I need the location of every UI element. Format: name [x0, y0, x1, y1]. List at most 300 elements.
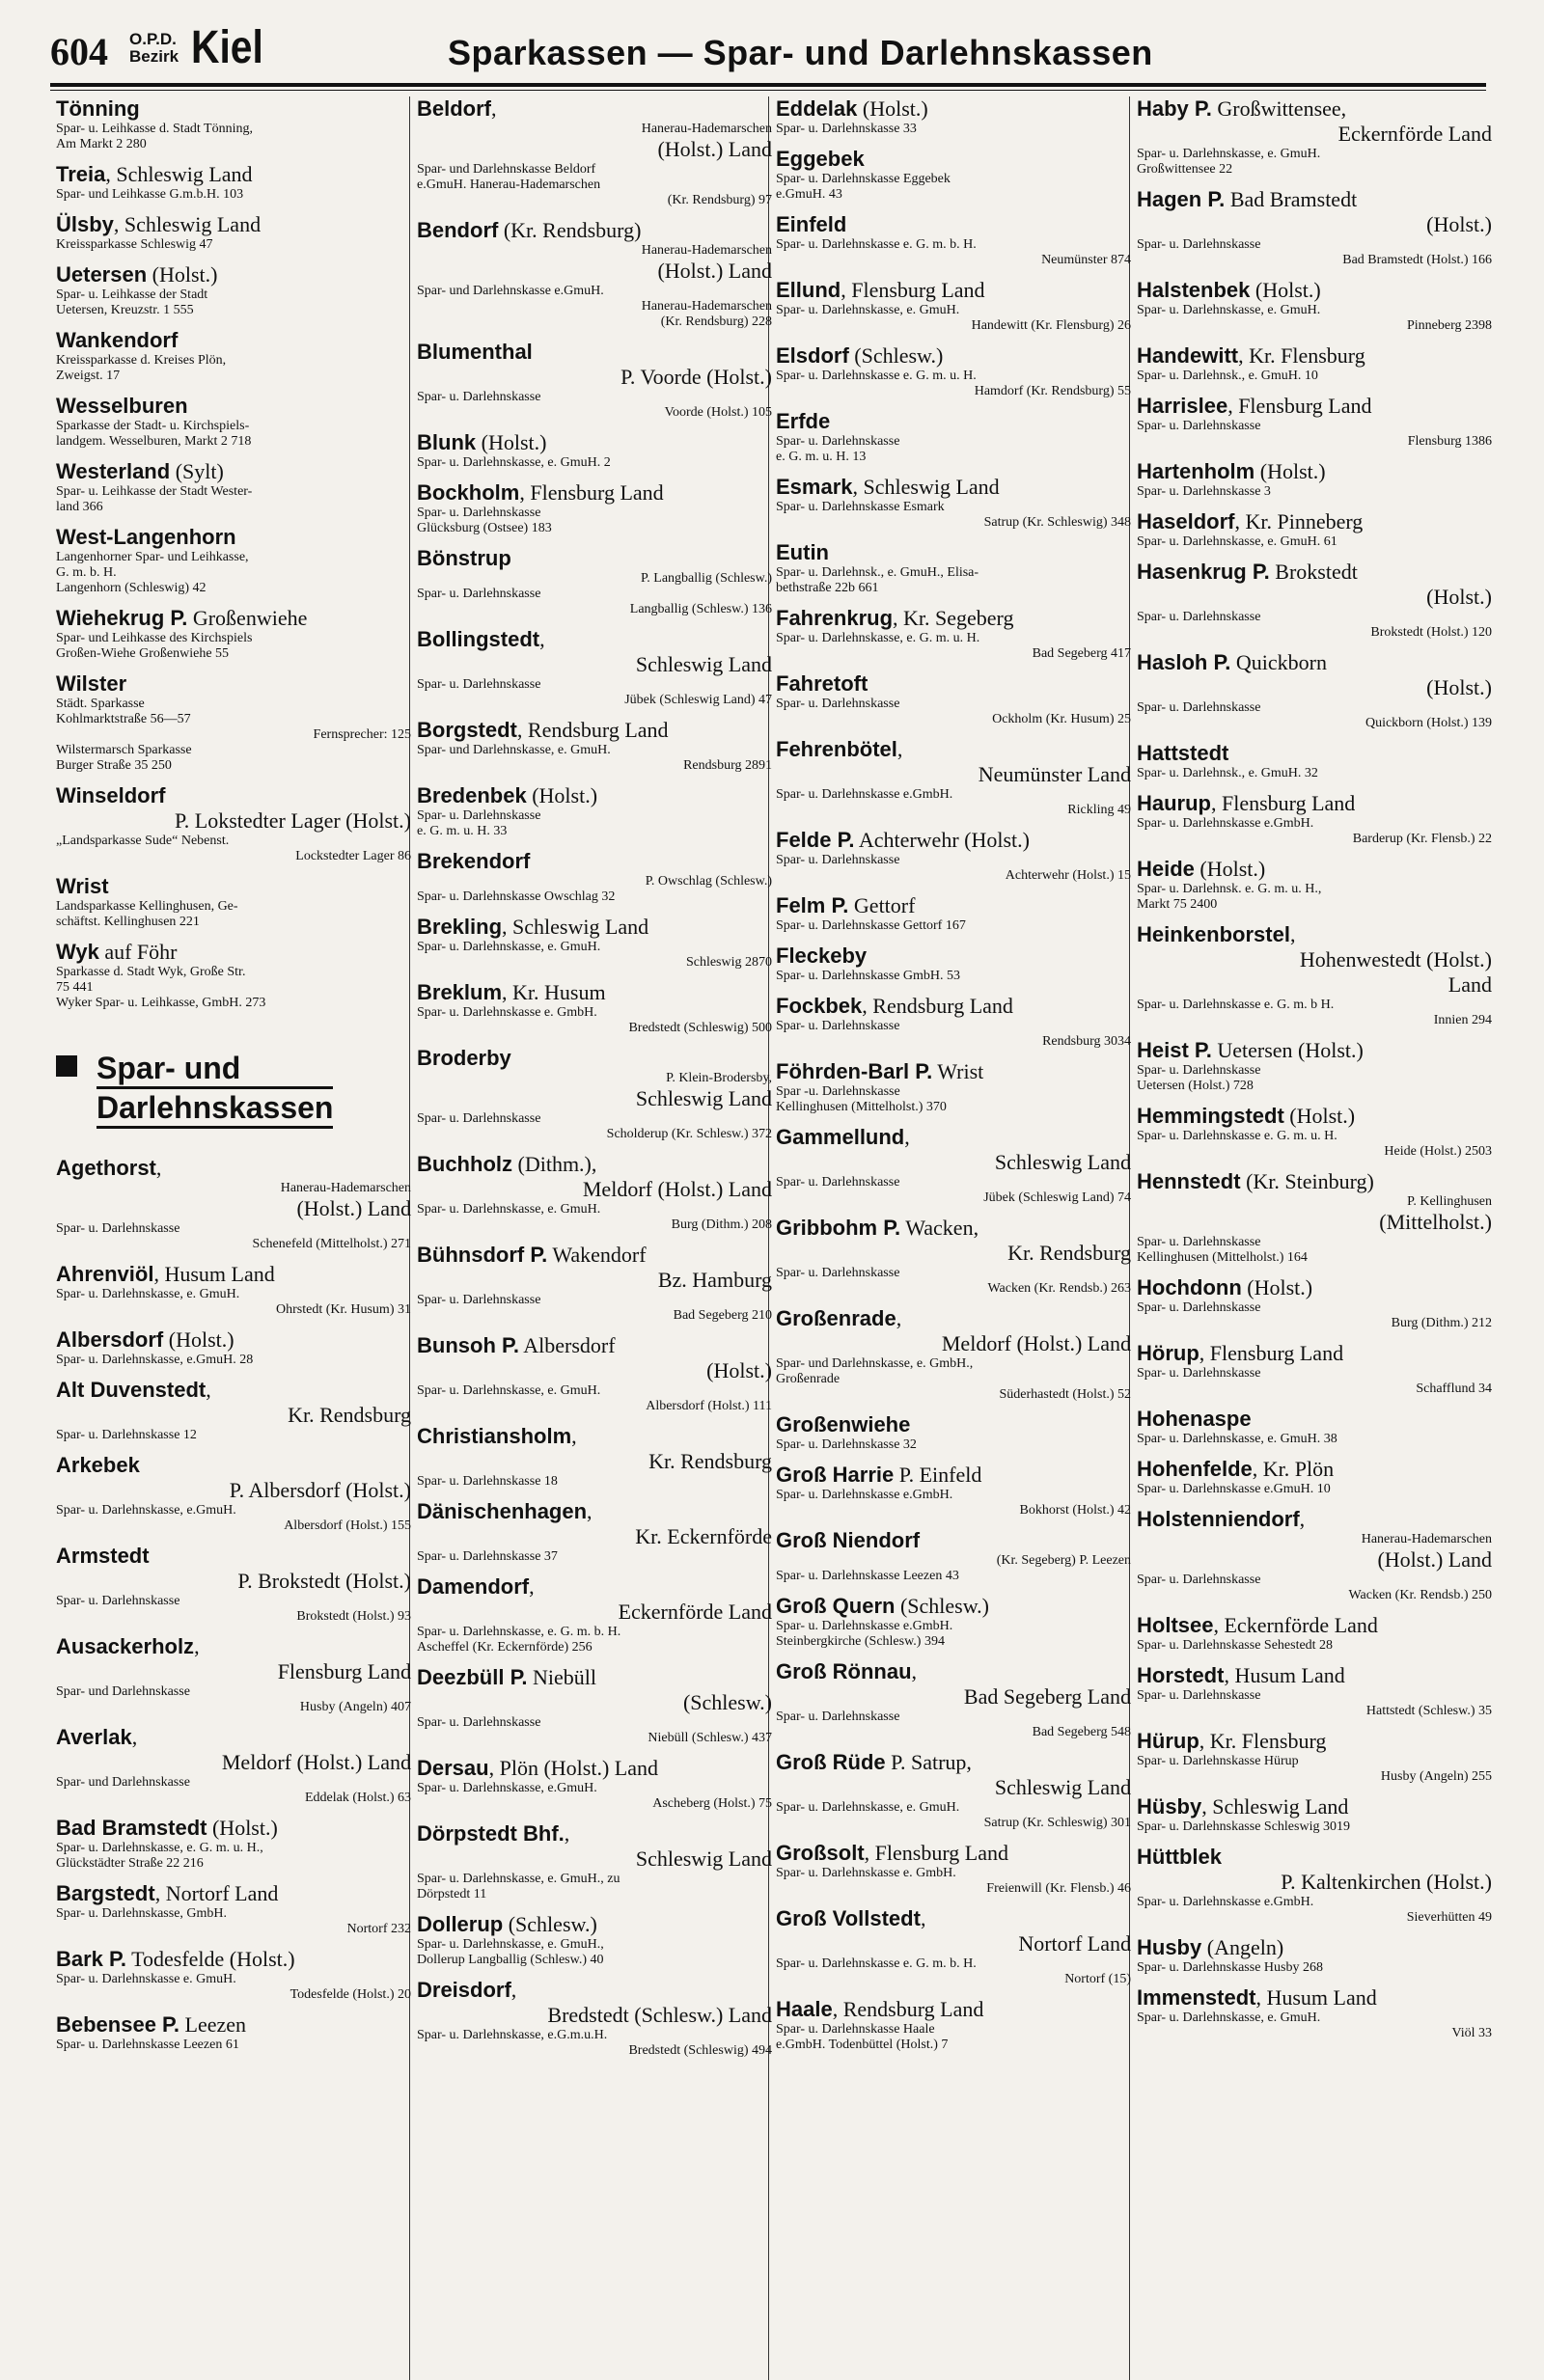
- directory-entry: [417, 430, 772, 471]
- entry-detail-line: Spar- u. Darlehnskasse e. G. m. u. H.: [1137, 1129, 1337, 1143]
- entry-detail-line: Innien 294: [1433, 1013, 1492, 1027]
- entry-place-name: Groß Harrie P. Einfeld: [776, 1463, 982, 1487]
- column-1-bottom-entries: [56, 1156, 411, 2053]
- entry-detail-line: Spar- u. Darlehnskasse 12: [56, 1428, 197, 1442]
- entry-detail-line: Spar- u. Darlehnskasse 3: [1137, 484, 1271, 499]
- entry-detail-line: Bad Segeberg 210: [673, 1308, 772, 1323]
- entry-detail-line: Kr. Rendsburg: [1007, 1241, 1131, 1265]
- entry-detail-line: Spar- u. Darlehnskasse Leezen 61: [56, 2038, 239, 2052]
- entry-detail-line: Spar- u. Darlehnskasse e. G. m. u. H.: [776, 369, 977, 383]
- entry-detail-line: (Kr. Rendsburg) 228: [660, 315, 772, 329]
- entry-detail-line: P. Kellinghusen: [1407, 1194, 1492, 1209]
- entry-place-name: Blumenthal: [417, 340, 533, 364]
- directory-entry: [56, 783, 411, 864]
- entry-detail-line: Spar- u. Darlehnskasse, e.G.m.u.H.: [417, 2028, 608, 2042]
- entry-detail-line: Spar- u. Darlehnskasse: [776, 853, 900, 867]
- entry-detail-line: Freienwill (Kr. Flensb.) 46: [986, 1881, 1131, 1896]
- entry-detail-line: (Holst.) Land: [296, 1196, 411, 1220]
- directory-entry: [776, 1841, 1131, 1897]
- entry-detail-line: Jübek (Schleswig Land) 74: [983, 1190, 1131, 1205]
- directory-entry: [56, 1816, 411, 1872]
- entry-place-name: Agethorst,: [56, 1156, 162, 1180]
- entry-detail-line: Spar- u. Darlehnskasse, e.GmuH.: [56, 1503, 236, 1518]
- entry-detail-line: Achterwehr (Holst.) 15: [1005, 868, 1131, 883]
- entry-detail-line: Spar- u. Darlehnskasse: [417, 506, 541, 520]
- directory-entry: [776, 1306, 1131, 1403]
- entry-place-name: Westerland (Sylt): [56, 459, 224, 483]
- entry-detail-line: Spar- u. Darlehnsk., e. GmuH. 10: [1137, 369, 1318, 383]
- entry-detail-line: Spar- u. Darlehnskasse, e. GmuH. 61: [1137, 534, 1337, 549]
- entry-detail-line: Satrup (Kr. Schleswig) 348: [983, 515, 1131, 530]
- entry-detail-line: Spar- u. Darlehnskasse e. G. m. b. H.: [776, 1956, 977, 1971]
- directory-entry: [1137, 1507, 1492, 1603]
- entry-detail-line: Spar- u. Darlehnskasse e.GmbH.: [776, 1619, 953, 1633]
- directory-entry: [776, 737, 1131, 818]
- entry-place-name: Dreisdorf,: [417, 1978, 517, 2002]
- entry-detail-line: Spar- u. Darlehnskasse: [417, 1715, 541, 1730]
- entry-detail-line: Spar- u. Darlehnskasse Hürup: [1137, 1754, 1299, 1768]
- entry-detail-line: Schleswig Land: [635, 1086, 772, 1110]
- entry-detail-line: Spar- u. Darlehnskasse: [1137, 1688, 1261, 1703]
- entry-place-name: Fleckeby: [776, 944, 868, 968]
- entry-detail-line: Meldorf (Holst.) Land: [221, 1750, 411, 1774]
- entry-detail-line: Dollerup Langballig (Schlesw.) 40: [417, 1953, 604, 1967]
- entry-detail-line: Spar- u. Darlehnskasse: [776, 434, 900, 449]
- directory-entry: [1137, 922, 1492, 1028]
- entry-detail-line: Spar- u. Darlehnskasse, e. GmuH.: [417, 940, 601, 954]
- entry-detail-line: Kohlmarktstraße 56—57: [56, 712, 191, 726]
- entry-detail-line: Am Markt 2 280: [56, 137, 147, 151]
- directory-entry: [1137, 857, 1492, 913]
- entry-detail-line: Spar- u. Leihkasse d. Stadt Tönning,: [56, 122, 253, 136]
- entry-place-name: Hohenfelde, Kr. Plön: [1137, 1457, 1335, 1481]
- entry-detail-line: Spar- und Darlehnskasse e.GmuH.: [417, 284, 604, 298]
- entry-place-name: Esmark, Schleswig Land: [776, 475, 1000, 499]
- entry-place-name: Albersdorf (Holst.): [56, 1327, 234, 1352]
- entry-place-name: Großsolt, Flensburg Land: [776, 1841, 1008, 1865]
- entry-place-name: Heide (Holst.): [1137, 857, 1266, 881]
- entry-place-name: Hasloh P. Quickborn: [1137, 650, 1328, 674]
- entry-detail-line: Spar- u. Darlehnskasse, e. GmuH. 38: [1137, 1432, 1337, 1446]
- entry-detail-line: Kreissparkasse Schleswig 47: [56, 237, 213, 252]
- opd-label: [129, 31, 179, 66]
- entry-place-name: Bargstedt, Nortorf Land: [56, 1881, 279, 1905]
- directory-entry: [776, 147, 1131, 203]
- entry-place-name: Bönstrup: [417, 546, 511, 570]
- entry-detail-line: e. G. m. u. H. 13: [776, 450, 867, 464]
- entry-place-name: Broderby: [417, 1046, 511, 1070]
- entry-detail-line: Spar- u. Darlehnskasse, e. G. m. b. H.: [417, 1625, 621, 1639]
- entry-detail-line: Rickling 49: [1067, 803, 1131, 817]
- entry-detail-line: Spar- u. Darlehnsk., e. GmuH., Elisa-: [776, 565, 979, 580]
- directory-entry: [417, 1756, 772, 1812]
- directory-entry: [56, 525, 411, 596]
- entry-detail-line: Spar- u. Darlehnsk., e. GmuH. 32: [1137, 766, 1318, 780]
- header-rule-thin: [50, 90, 1486, 91]
- entry-detail-line: Spar- u. Darlehnskasse e.GmuH. 10: [1137, 1482, 1331, 1496]
- entry-place-name: Ausackerholz,: [56, 1634, 200, 1658]
- entry-detail-line: landgem. Wesselburen, Markt 2 718: [56, 434, 252, 449]
- entry-detail-line: Handewitt (Kr. Flensburg) 26: [971, 318, 1131, 333]
- directory-entry: [417, 849, 772, 905]
- entry-detail-line: Hanerau-Hademarschen: [641, 122, 772, 136]
- entry-place-name: Christiansholm,: [417, 1424, 577, 1448]
- entry-detail-line: Fernsprecher: 125: [313, 727, 411, 742]
- directory-entry: [776, 1659, 1131, 1740]
- entry-place-name: Horstedt, Husum Land: [1137, 1663, 1345, 1687]
- directory-entry: [776, 944, 1131, 984]
- entry-place-name: Groß Rüde P. Satrup,: [776, 1750, 972, 1774]
- district-city: Kiel: [191, 22, 263, 73]
- directory-entry: [417, 1912, 772, 1968]
- directory-entry: [417, 718, 772, 774]
- entry-place-name: Föhrden-Barl P. Wrist: [776, 1059, 984, 1083]
- entry-detail-line: Spar- u. Darlehnskasse e. GmuH.: [56, 1972, 236, 1986]
- entry-detail-line: Spar- u. Darlehnskasse, e. GmuH., zu: [417, 1872, 620, 1886]
- directory-entry: [776, 828, 1131, 884]
- entry-place-name: Halstenbek (Holst.): [1137, 278, 1321, 302]
- entry-detail-line: Bredstedt (Schlesw.) Land: [547, 2003, 772, 2027]
- entry-detail-line: Glücksburg (Ostsee) 183: [417, 521, 552, 535]
- entry-place-name: Wrist: [56, 874, 109, 898]
- entry-detail-line: Spar- u. Darlehnskasse 37: [417, 1549, 558, 1564]
- entry-detail-line: G. m. b. H.: [56, 565, 117, 580]
- entry-place-name: Wankendorf: [56, 328, 179, 352]
- directory-entry: [56, 1156, 411, 1252]
- entry-detail-line: Spar- u. Darlehnskasse: [1137, 419, 1261, 433]
- entry-detail-line: Spar- und Darlehnskasse, e. GmbH.,: [776, 1356, 974, 1371]
- directory-entry: [417, 980, 772, 1036]
- entry-detail-line: Spar- u. Darlehnskasse e.GmbH.: [776, 787, 953, 802]
- entry-place-name: Holstenniendorf,: [1137, 1507, 1306, 1531]
- entry-detail-line: Spar- u. Darlehnskasse, e.GmuH. 28: [56, 1353, 254, 1367]
- directory-entry: [776, 671, 1131, 727]
- directory-entry: [1137, 1613, 1492, 1654]
- entry-detail-line: Spar- u. Darlehnskasse Sehestedt 28: [1137, 1638, 1334, 1653]
- directory-entry: [776, 606, 1131, 662]
- entry-place-name: Beldorf,: [417, 96, 497, 121]
- entry-detail-line: Spar- und Darlehnskasse Beldorf: [417, 162, 596, 177]
- entry-detail-line: Spar- u. Darlehnskasse: [417, 677, 541, 692]
- entry-detail-line: Spar- u. Darlehnskasse, e. GmuH.: [776, 303, 960, 317]
- entry-detail-line: Spar- u. Darlehnskasse, e. GmuH.: [1137, 303, 1321, 317]
- entry-detail-line: e.GmbH. Todenbüttel (Holst.) 7: [776, 2038, 949, 2052]
- entry-place-name: Hagen P. Bad Bramstedt: [1137, 187, 1358, 211]
- page-title: Sparkassen — Spar- und Darlehnskassen: [448, 33, 1153, 72]
- entry-detail-line: Markt 75 2400: [1137, 897, 1218, 912]
- entry-place-name: Armstedt: [56, 1544, 150, 1568]
- directory-entry: [1137, 343, 1492, 384]
- entry-detail-line: bethstraße 22b 661: [776, 581, 879, 595]
- entry-detail-line: (Holst.) Land: [657, 259, 772, 283]
- directory-entry: [417, 1665, 772, 1746]
- entry-place-name: Brekling, Schleswig Land: [417, 915, 649, 939]
- directory-entry: [776, 994, 1131, 1050]
- entry-detail-line: Uetersen (Holst.) 728: [1137, 1079, 1254, 1093]
- entry-detail-line: Brokstedt (Holst.) 120: [1370, 625, 1492, 640]
- entry-detail-line: Spar- u. Darlehnskasse: [1137, 700, 1261, 715]
- directory-entry: [417, 1424, 772, 1490]
- directory-entry: [1137, 509, 1492, 550]
- entry-place-name: Ellund, Flensburg Land: [776, 278, 985, 302]
- directory-entry: [776, 475, 1131, 531]
- entry-detail-line: Spar- und Darlehnskasse, e. GmuH.: [417, 743, 611, 757]
- entry-detail-line: Neumünster Land: [978, 762, 1131, 786]
- entry-detail-line: Spar- u. Darlehnskasse, e. GmuH.,: [417, 1937, 604, 1952]
- directory-entry: [56, 1634, 411, 1715]
- entry-detail-line: e. G. m. u. H. 33: [417, 824, 508, 838]
- directory-entry: [776, 1216, 1131, 1297]
- directory-entry: [776, 1463, 1131, 1518]
- entry-detail-line: Scholderup (Kr. Schlesw.) 372: [606, 1127, 772, 1141]
- entry-detail-line: 75 441: [56, 980, 94, 995]
- entry-detail-line: (Holst.): [1426, 675, 1492, 699]
- entry-detail-line: Spar- u. Darlehnskasse: [56, 1594, 180, 1608]
- entry-detail-line: Spar- u. Darlehnskasse Owschlag 32: [417, 889, 616, 904]
- entry-detail-line: Schenefeld (Mittelholst.) 271: [252, 1237, 411, 1251]
- entry-detail-line: Kellinghusen (Mittelholst.) 164: [1137, 1250, 1308, 1265]
- entry-place-name: Hüsby, Schleswig Land: [1137, 1794, 1349, 1819]
- directory-entry: [56, 328, 411, 384]
- entry-detail-line: Wacken (Kr. Rendsb.) 250: [1348, 1588, 1492, 1602]
- entry-detail-line: Hanerau-Hademarschen: [641, 243, 772, 258]
- directory-entry: [56, 459, 411, 515]
- directory-entry: [417, 1152, 772, 1233]
- entry-detail-line: Hanerau-Hademarschen: [1361, 1532, 1492, 1546]
- entry-detail-line: Hanerau-Hademarschen: [641, 299, 772, 314]
- entry-detail-line: Schleswig Land: [635, 1847, 772, 1871]
- entry-detail-line: Spar- u. Darlehnskasse: [1137, 237, 1261, 252]
- entry-detail-line: P. Albersdorf (Holst.): [229, 1478, 411, 1502]
- directory-entry: [1137, 1935, 1492, 1976]
- entry-detail-line: Rendsburg 3034: [1042, 1034, 1131, 1049]
- entry-detail-line: Albersdorf (Holst.) 155: [284, 1518, 411, 1533]
- entry-place-name: Fahretoft: [776, 671, 868, 696]
- entry-detail-line: Spar- u. Darlehnskasse, e. GmuH.: [1137, 2011, 1321, 2025]
- entry-place-name: Bollingstedt,: [417, 627, 545, 651]
- entry-place-name: Felm P. Gettorf: [776, 893, 916, 917]
- directory-entry: [1137, 1104, 1492, 1160]
- entry-detail-line: Sparkasse der Stadt- u. Kirchspiels-: [56, 419, 250, 433]
- directory-entry: [56, 1327, 411, 1368]
- directory-entry: [417, 1978, 772, 2059]
- entry-detail-line: Spar- u. Darlehnskasse: [776, 1710, 900, 1724]
- entry-detail-line: Spar- u. Leihkasse der Stadt: [56, 287, 208, 302]
- directory-entry: [1137, 1729, 1492, 1785]
- entry-detail-line: Spar- u. Darlehnskasse e. GmbH.: [776, 1866, 956, 1880]
- entry-place-name: Eddelak (Holst.): [776, 96, 928, 121]
- directory-entry: [776, 540, 1131, 596]
- directory-entry: [417, 1574, 772, 1655]
- entry-place-name: Dollerup (Schlesw.): [417, 1912, 597, 1936]
- entry-detail-line: Spar -u. Darlehnskasse: [776, 1084, 900, 1099]
- entry-place-name: Gammellund,: [776, 1125, 910, 1149]
- entry-detail-line: Spar- und Darlehnskasse: [56, 1684, 190, 1699]
- entry-place-name: Holtsee, Eckernförde Land: [1137, 1613, 1378, 1637]
- entry-detail-line: Sieverhütten 49: [1406, 1910, 1492, 1925]
- entry-place-name: Immenstedt, Husum Land: [1137, 1985, 1377, 2010]
- entry-detail-line: Pinneberg 2398: [1406, 318, 1492, 333]
- entry-detail-line: Glückstädter Straße 22 216: [56, 1856, 204, 1871]
- directory-entry: [1137, 1169, 1492, 1266]
- entry-place-name: Heist P. Uetersen (Holst.): [1137, 1038, 1364, 1062]
- entry-place-name: Ahrenviöl, Husum Land: [56, 1262, 275, 1286]
- entry-detail-line: Bredstedt (Schleswig) 494: [628, 2043, 772, 2058]
- entry-detail-line: (Holst.) Land: [657, 137, 772, 161]
- entry-detail-line: Burg (Dithm.) 212: [1391, 1316, 1492, 1330]
- directory-entry: [776, 1125, 1131, 1206]
- opd-line1: O.P.D.: [129, 30, 177, 48]
- entry-place-name: Arkebek: [56, 1453, 140, 1477]
- entry-detail-line: Heide (Holst.) 2503: [1384, 1144, 1492, 1159]
- directory-entry: [1137, 394, 1492, 450]
- entry-place-name: Großenrade,: [776, 1306, 902, 1330]
- entry-place-name: Brekendorf: [417, 849, 531, 873]
- entry-detail-line: Schleswig Land: [994, 1775, 1131, 1799]
- entry-detail-line: P. Brokstedt (Holst.): [237, 1569, 411, 1593]
- entry-place-name: Dänischenhagen,: [417, 1499, 593, 1523]
- entry-detail-line: Spar- und Leihkasse des Kirchspiels: [56, 631, 253, 645]
- entry-detail-line: Großen-Wiehe Großenwiehe 55: [56, 646, 230, 661]
- page-number: 604: [50, 30, 108, 73]
- entry-detail-line: Schafflund 34: [1416, 1381, 1492, 1396]
- directory-entry: [776, 278, 1131, 334]
- entry-detail-line: P. Klein-Brodersby,: [666, 1071, 772, 1085]
- entry-place-name: Uetersen (Holst.): [56, 262, 218, 287]
- entry-detail-line: Meldorf (Holst.) Land: [582, 1177, 772, 1201]
- entry-place-name: Haale, Rendsburg Land: [776, 1997, 984, 2021]
- directory-entry: [1137, 1038, 1492, 1094]
- entry-detail-line: e.GmuH. 43: [776, 187, 842, 202]
- entry-place-name: Borgstedt, Rendsburg Land: [417, 718, 669, 742]
- entry-detail-line: Spar- u. Darlehnskasse: [56, 1221, 180, 1236]
- entry-place-name: Bockholm, Flensburg Land: [417, 480, 664, 505]
- entry-place-name: Bark P. Todesfelde (Holst.): [56, 1947, 295, 1971]
- directory-entry: [417, 480, 772, 536]
- directory-entry: [776, 1997, 1131, 2053]
- entry-detail-line: Todesfelde (Holst.) 20: [290, 1987, 411, 2002]
- directory-entry: [56, 162, 411, 203]
- entry-detail-line: Eckernförde Land: [1337, 122, 1492, 146]
- entry-detail-line: P. Lokstedter Lager (Holst.): [175, 808, 411, 833]
- entry-detail-line: Lockstedter Lager 86: [295, 849, 411, 863]
- column-2-entries: [417, 96, 772, 2059]
- entry-detail-line: Voorde (Holst.) 105: [664, 405, 772, 420]
- entry-detail-line: Ascheberg (Holst.) 75: [652, 1796, 772, 1811]
- entry-detail-line: Wilstermarsch Sparkasse: [56, 743, 192, 757]
- entry-detail-line: Dörpstedt 11: [417, 1887, 487, 1901]
- entry-place-name: Winseldorf: [56, 783, 166, 807]
- entry-detail-line: (Mittelholst.): [1379, 1210, 1492, 1234]
- entry-detail-line: Sparkasse d. Stadt Wyk, Große Str.: [56, 965, 246, 979]
- entry-detail-line: Spar- u. Darlehnskasse: [417, 587, 541, 601]
- entry-place-name: Großenwiehe: [776, 1412, 911, 1436]
- entry-detail-line: Husby (Angeln) 255: [1380, 1769, 1492, 1784]
- entry-detail-line: Spar- u. Darlehnskasse, e. G. m. u. H.,: [56, 1841, 263, 1855]
- entry-detail-line: Spar- u. Darlehnskasse, e. GmuH.: [417, 1202, 601, 1217]
- entry-detail-line: Städt. Sparkasse: [56, 697, 145, 711]
- entry-place-name: Harrislee, Flensburg Land: [1137, 394, 1372, 418]
- directory-entry: [417, 783, 772, 839]
- directory-entry: [56, 1881, 411, 1937]
- entry-detail-line: Neumünster 874: [1041, 253, 1131, 267]
- directory-entry: [776, 96, 1131, 137]
- directory-entry: [56, 394, 411, 450]
- entry-detail-line: Spar- u. Darlehnskasse e.GmbH.: [1137, 1895, 1314, 1909]
- entry-detail-line: Flensburg 1386: [1407, 434, 1492, 449]
- directory-entry: [417, 1821, 772, 1902]
- directory-entry: [56, 1544, 411, 1625]
- entry-detail-line: schäftst. Kellinghusen 221: [56, 915, 200, 929]
- directory-entry: [417, 915, 772, 971]
- entry-detail-line: Spar- u. Darlehnskasse: [1137, 1063, 1261, 1078]
- entry-place-name: Bredenbek (Holst.): [417, 783, 598, 807]
- entry-place-name: Handewitt, Kr. Flensburg: [1137, 343, 1365, 368]
- entry-detail-line: Schleswig Land: [635, 652, 772, 676]
- entry-place-name: Hörup, Flensburg Land: [1137, 1341, 1344, 1365]
- entry-detail-line: Bad Segeberg Land: [963, 1684, 1131, 1709]
- entry-detail-line: Süderhastedt (Holst.) 52: [999, 1387, 1131, 1402]
- entry-detail-line: Spar- u. Darlehnskasse Esmark: [776, 500, 945, 514]
- directory-entry: [56, 940, 411, 1011]
- entry-place-name: Felde P. Achterwehr (Holst.): [776, 828, 1030, 852]
- entry-place-name: Bad Bramstedt (Holst.): [56, 1816, 278, 1840]
- entry-detail-line: Spar- u. Darlehnskasse Husby 268: [1137, 1960, 1323, 1975]
- entry-place-name: Gribbohm P. Wacken,: [776, 1216, 979, 1240]
- entry-detail-line: Hohenwestedt (Holst.): [1299, 947, 1492, 971]
- directory-entry: [56, 96, 411, 152]
- entry-detail-line: Bad Bramstedt (Holst.) 166: [1342, 253, 1492, 267]
- directory-entry: [417, 340, 772, 421]
- entry-detail-line: (Holst.): [1426, 212, 1492, 236]
- directory-entry: [417, 96, 772, 208]
- directory-entry: [776, 1906, 1131, 1987]
- directory-entry: [776, 1750, 1131, 1831]
- entry-place-name: Eggebek: [776, 147, 865, 171]
- directory-entry: [776, 212, 1131, 268]
- directory-entry: [1137, 1794, 1492, 1835]
- directory-entry: [776, 343, 1131, 399]
- entry-detail-line: Spar- u. Darlehnskasse e.GmbH.: [1137, 816, 1314, 831]
- entry-detail-line: Spar- u. Darlehnskasse: [1137, 610, 1261, 624]
- page-header: [50, 21, 1486, 79]
- entry-place-name: Haseldorf, Kr. Pinneberg: [1137, 509, 1364, 533]
- entry-detail-line: Spar- u. Darlehnskasse: [417, 808, 541, 823]
- entry-detail-line: land 366: [56, 500, 103, 514]
- entry-place-name: Hennstedt (Kr. Steinburg): [1137, 1169, 1374, 1193]
- entry-place-name: Haby P. Großwittensee,: [1137, 96, 1347, 121]
- column-3-entries: [776, 96, 1131, 2053]
- entry-detail-line: Eckernförde Land: [618, 1600, 772, 1624]
- directory-entry: [56, 1725, 411, 1806]
- column-1: [56, 96, 411, 2063]
- directory-entry: [1137, 1985, 1492, 2041]
- entry-detail-line: Steinbergkirche (Schlesw.) 394: [776, 1634, 945, 1649]
- entry-place-name: Ülsby, Schleswig Land: [56, 212, 262, 236]
- entry-detail-line: Jübek (Schleswig Land) 47: [624, 693, 772, 707]
- entry-detail-line: Spar- u. Leihkasse der Stadt Wester-: [56, 484, 253, 499]
- entry-detail-line: Bad Segeberg 417: [1032, 646, 1131, 661]
- entry-detail-line: Spar- u. Darlehnskasse: [776, 697, 900, 711]
- section-title-line1: Spar- und: [96, 1050, 333, 1089]
- entry-detail-line: Bz. Hamburg: [657, 1268, 772, 1292]
- entry-place-name: Wyk auf Föhr: [56, 940, 178, 964]
- column-2: [417, 96, 772, 2068]
- entry-detail-line: Spar- u. Darlehnskasse Schleswig 3019: [1137, 1819, 1350, 1834]
- entry-detail-line: (Holst.) Land: [1377, 1547, 1492, 1572]
- entry-detail-line: Hattstedt (Schlesw.) 35: [1365, 1704, 1492, 1718]
- entry-place-name: Damendorf,: [417, 1574, 535, 1599]
